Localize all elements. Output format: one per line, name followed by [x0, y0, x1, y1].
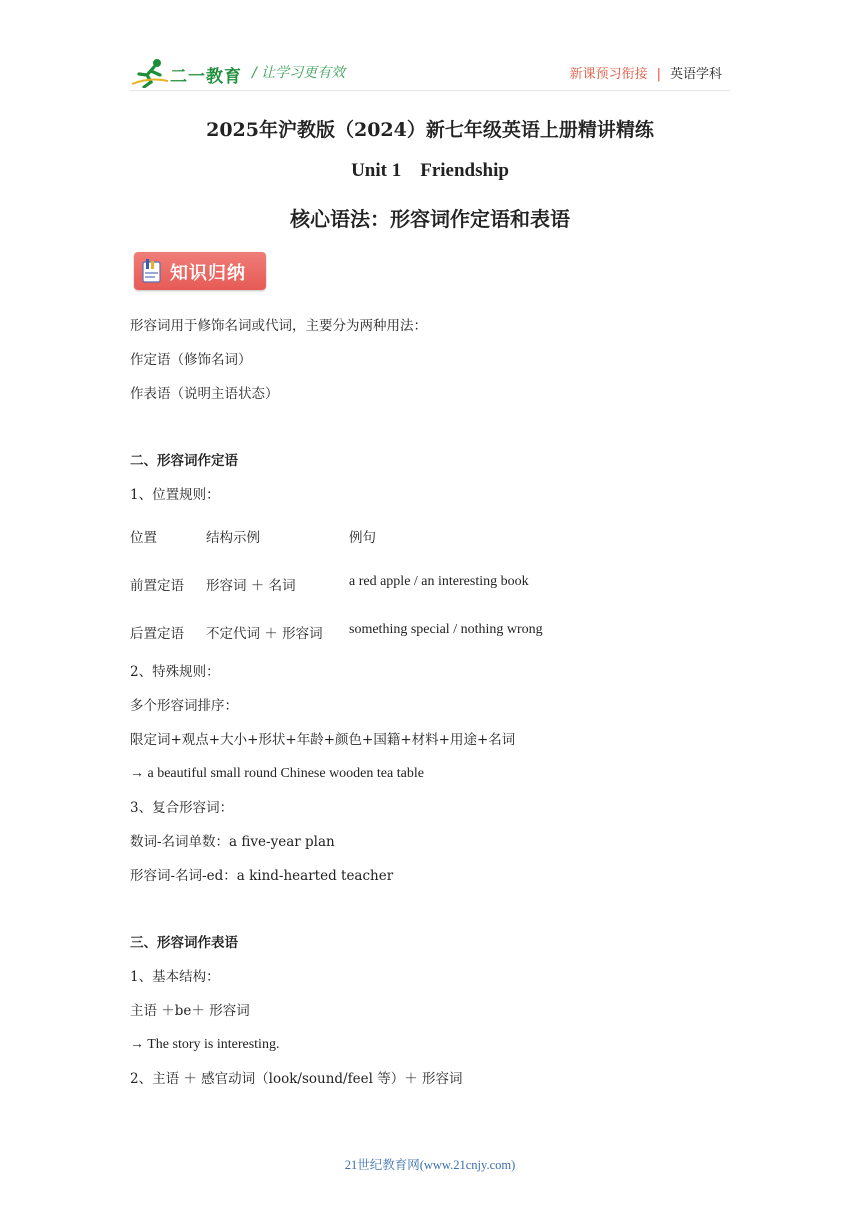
intro-line-3: 作表语（说明主语状态） [130, 386, 279, 402]
predicative-example: → The story is interesting. [130, 1037, 280, 1052]
table-row-2-structure: 不定代词 ＋ 形容词 [206, 626, 323, 642]
table-row-1-example: a red apple / an interesting book [349, 574, 529, 589]
table-row-2-example: something special / nothing wrong [349, 622, 543, 637]
table-header-structure: 结构示例 [206, 530, 260, 546]
section-3-heading: 三、形容词作表语 [130, 935, 238, 951]
section-2-heading: 二、形容词作定语 [130, 453, 238, 469]
brand-slogan: / 让学习更有效 [252, 65, 346, 81]
intro-line-2: 作定语（修饰名词） [130, 352, 252, 368]
section-3-sub-1: 1、基本结构： [130, 969, 220, 985]
table-row-1-position: 前置定语 [130, 578, 184, 594]
adjective-order-label: 多个形容词排序： [130, 698, 238, 714]
table-row-2-position: 后置定语 [130, 626, 184, 642]
notebook-icon [141, 258, 163, 284]
section-2-sub-3: 3、复合形容词： [130, 800, 234, 816]
adjective-order-rule: 限定词+观点+大小+形状+年龄+颜色+国籍+材料+用途+名词 [130, 732, 516, 748]
subject-label: 英语学科 [669, 67, 722, 82]
table-row-1-structure: 形容词 ＋ 名词 [206, 578, 296, 594]
header-divider: | [656, 67, 661, 82]
compound-adjective-1: 数词-名词单数：a five-year plan [130, 834, 335, 850]
document-title: 2025年沪教版（2024）新七年级英语上册精讲精练 [206, 119, 654, 141]
header-divider-line [130, 90, 730, 91]
compound-adjective-2: 形容词-名词-ed：a kind-hearted teacher [130, 868, 394, 884]
section-2-sub-1: 1、位置规则： [130, 487, 220, 503]
brand-name: 二一教育 [170, 67, 242, 87]
table-header-example: 例句 [349, 530, 376, 546]
predicative-structure: 主语 ＋be＋ 形容词 [130, 1003, 250, 1019]
unit-title: Unit 1 Friendship [351, 160, 509, 181]
table-header-position: 位置 [130, 530, 157, 546]
adjective-order-example: → a beautiful small round Chinese wooden tea table [130, 766, 424, 781]
page-footer: 21世纪教育网(www.21cnjy.com) [344, 1158, 516, 1172]
intro-line-1: 形容词用于修饰名词或代词，主要分为两种用法： [130, 318, 427, 334]
badge-label: 知识归纳 [170, 263, 246, 284]
grammar-topic-title: 核心语法：形容词作定语和表语 [290, 207, 570, 231]
section-2-sub-2: 2、特殊规则： [130, 664, 220, 680]
header-course-info [570, 63, 722, 82]
knowledge-summary-badge [134, 252, 266, 290]
position-rules-table [130, 526, 730, 646]
course-type: 新课预习衔接 [569, 67, 648, 82]
section-3-sub-2: 2、主语 ＋ 感官动词（look/sound/feel 等）＋ 形容词 [130, 1071, 463, 1087]
